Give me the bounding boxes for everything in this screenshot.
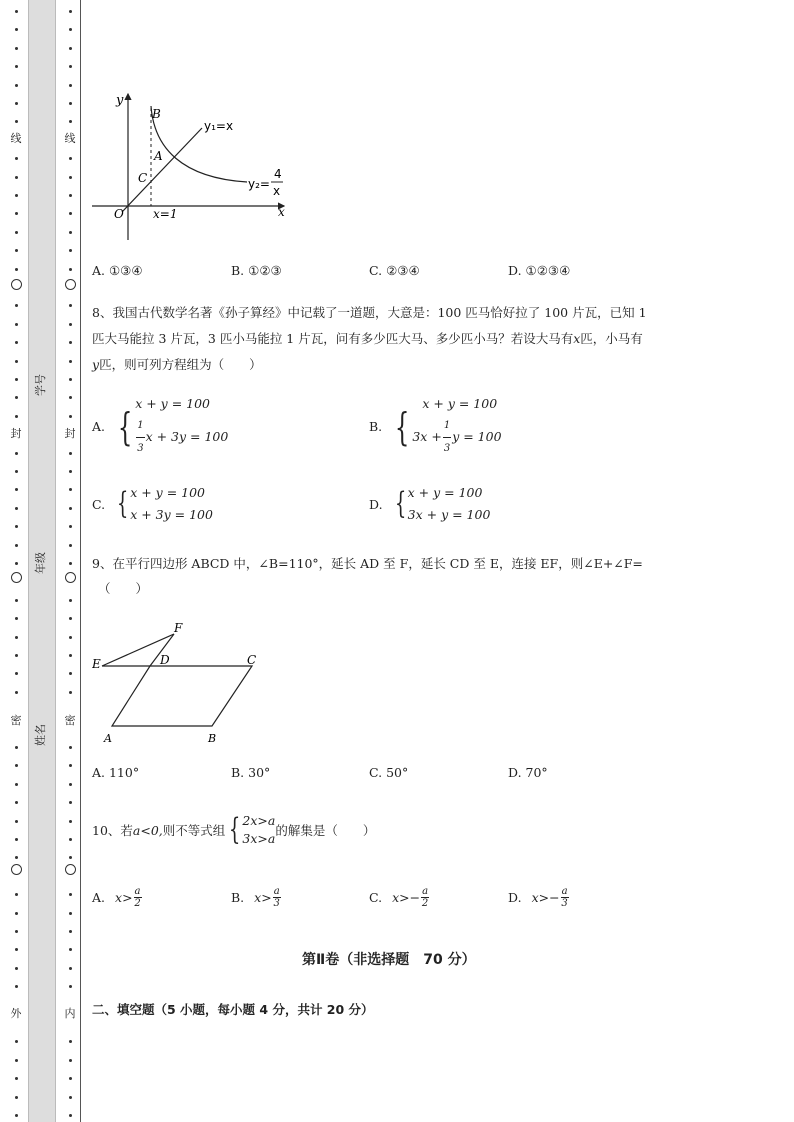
binding-dot [69,176,72,179]
q9-option-d[interactable]: D. 70° [508,765,548,780]
student-id-label: 学号 [34,374,47,396]
binding-dot [69,84,72,87]
binding-dot [15,967,18,970]
binding-dot [15,1077,18,1080]
q8-line2-text-b: 匹，小马有 [580,331,643,346]
binding-dot [69,985,72,988]
fraction-denominator: 3 [273,898,280,909]
q8-option-c[interactable] [92,482,213,526]
option-letter: C. [369,890,383,905]
binding-dot [15,1096,18,1099]
vline-label: x=1 [153,207,178,221]
binding-dot [69,1096,72,1099]
parallelogram-abcd [112,666,252,726]
q9-line1: 9、在平行四边形 ABCD 中，∠B=110°，延长 AD 至 F，延长 CD 至 E，连接 EF，则∠E+∠F= [92,556,643,571]
option-expression: x>− [392,890,421,905]
binding-dot [69,636,72,639]
binding-dot [15,636,18,639]
binding-dot [69,378,72,381]
q8-var-y: y [92,357,100,372]
q8-line3-text: 匹，则可列方程组为（ ） [99,357,262,372]
binding-dot [15,525,18,528]
q8-option-a-letter: A. [92,419,106,434]
q10-prefix: 10、若 [92,823,133,838]
binding-dot [69,525,72,528]
binding-dot [15,47,18,50]
binding-dot [15,912,18,915]
q7-option-b[interactable]: B. ①②③ [231,263,282,278]
q8-option-c-letter: C. [92,496,106,512]
label-c: C [247,653,257,667]
line-y1 [122,128,202,212]
inner-label-mi: 密 [64,714,76,727]
fraction [443,415,451,460]
q8-b-eq1: x + y = 100 [422,396,498,411]
fraction-numerator: a [273,886,280,897]
fraction-denominator: 3 [137,443,144,454]
q8-option-a[interactable] [92,393,228,460]
binding-dot [15,507,18,510]
binding-dot [69,268,72,271]
binding-dot [69,930,72,933]
origin-label: O [114,207,124,221]
inner-label-nei: 内 [64,1007,76,1020]
eq-rest: x + 3y = 100 [145,429,229,444]
binding-dot [69,820,72,823]
binding-dot [15,176,18,179]
q8-line3 [92,352,262,377]
option-letter: A. [92,890,106,905]
inner-binding-column [60,0,82,1122]
outer-binding-column [6,0,28,1122]
q8-line2-text-a: 匹大马能拉 3 片瓦，3 匹小马能拉 1 片瓦，问有多少匹大马、多少匹小马？若设大马有 [92,331,574,346]
margin-rule [80,0,81,1122]
binding-dot [15,562,18,565]
q10-suffix: 的解集是（ ） [275,823,376,838]
binding-dot [15,654,18,657]
binding-circle [65,572,76,583]
q10-mid: 则不等式组 [162,823,226,838]
fraction [561,886,569,909]
fraction-denominator: 3 [561,898,568,909]
binding-dot [69,1077,72,1080]
binding-dot [15,1114,18,1117]
option-letter: D. [508,890,522,905]
binding-dot [69,452,72,455]
q7-option-d[interactable]: D. ①②③④ [508,263,571,278]
fraction-denominator: 2 [421,898,429,909]
fraction-denominator: 3 [443,443,451,454]
binding-dot [15,268,18,271]
option-expression: x> [115,890,133,905]
binding-dot [69,10,72,13]
q9-option-a[interactable]: A. 110° [92,765,140,780]
binding-dot [15,801,18,804]
brace-icon: { [229,812,241,847]
q7-option-a[interactable]: A. ①③④ [92,263,143,278]
q10-condition: a<0, [132,822,163,838]
binding-dot [69,654,72,657]
binding-dot [69,249,72,252]
q10-option-c[interactable] [369,886,430,909]
label-f: F [174,621,183,635]
binding-dot [15,194,18,197]
y-axis-label: y [116,93,124,108]
q10-option-b[interactable] [231,886,282,909]
fraction-numerator: a [134,886,141,897]
q8-option-d-letter: D. [369,496,383,512]
brace-icon: { [116,486,129,521]
q8-c-eq1: x + y = 100 [130,485,205,500]
inner-label-xian: 线 [64,132,76,145]
fraction [134,886,142,909]
binding-dot [15,360,18,363]
q7-function-graph [92,88,302,248]
outer-label-mi: 密 [10,714,22,727]
q10-option-d[interactable] [508,886,570,909]
part-two-title: 第Ⅱ卷（非选择题 70 分） [302,952,476,968]
grade-label: 年级 [34,552,47,574]
outer-label-xian: 线 [10,132,22,145]
binding-dot [15,378,18,381]
q8-c-eq2: x + 3y = 100 [130,507,213,522]
q9-parallelogram-figure [92,618,272,748]
label-e: E [92,657,101,671]
q8-d-eq2: 3x + y = 100 [407,507,491,522]
binding-dot [69,617,72,620]
binding-dot [69,470,72,473]
curve-y2-denominator: x [273,184,281,198]
binding-dot [15,746,18,749]
curve-y2-numerator: 4 [274,167,282,181]
binding-dot [15,820,18,823]
binding-dot [69,1059,72,1062]
binding-dot [15,323,18,326]
q8-b-eq2 [412,415,501,460]
binding-dot [69,507,72,510]
binding-dot [69,194,72,197]
binding-dot [15,544,18,547]
binding-dot [15,341,18,344]
binding-dot [69,544,72,547]
binding-dot [15,10,18,13]
q10-stem [92,812,375,848]
label-d: D [160,653,170,667]
q9-option-b[interactable]: B. 30° [231,765,271,780]
binding-dot [69,893,72,896]
q8-line1: 8、我国古代数学名著《孙子算经》中记载了一道题，大意是：100 匹马恰好拉了 100 片瓦，已知 1 [92,305,647,320]
curve-y2-label: y₂= [248,177,270,191]
binding-dot [69,967,72,970]
binding-dot [15,452,18,455]
brace-icon: { [117,404,133,449]
binding-dot [69,1114,72,1117]
binding-dot [15,985,18,988]
eq-pre: 3x + [412,429,442,444]
brace-icon: { [395,404,410,449]
fraction-numerator: 1 [136,415,144,438]
fraction-numerator: a [422,886,429,897]
option-expression: x> [254,890,272,905]
q8-var-x: x [573,331,581,346]
fraction-denominator: 2 [134,898,141,909]
binding-dot [15,893,18,896]
q10-eq1: 2x>a [242,813,276,828]
line-y1-label: y₁=x [204,119,234,133]
q9-line2: （ ） [98,581,149,596]
binding-circle [65,279,76,290]
binding-dot [69,415,72,418]
binding-dot [69,47,72,50]
binding-circle [11,279,22,290]
outer-label-wai: 外 [10,1007,22,1020]
x-axis-label: x [278,205,285,219]
point-a-label: A [154,149,163,163]
binding-dot [15,691,18,694]
binding-dot [69,65,72,68]
name-label: 姓名 [34,724,47,746]
binding-dot [15,102,18,105]
binding-dot [69,360,72,363]
binding-circle [11,572,22,583]
binding-dot [69,231,72,234]
option-expression: x>− [531,890,560,905]
binding-dot [69,323,72,326]
binding-dot [69,691,72,694]
binding-dot [69,599,72,602]
fraction [136,415,144,460]
binding-circle [65,864,76,875]
binding-dot [15,599,18,602]
q8-d-eq1: x + y = 100 [407,485,483,500]
fraction-numerator: a [561,886,568,897]
option-letter: B. [231,890,245,905]
binding-circle [11,864,22,875]
q8-line2 [92,326,643,351]
binding-dot [15,249,18,252]
q8-a-eq1: x + y = 100 [135,396,211,411]
q7-option-c[interactable]: C. ②③④ [369,263,420,278]
binding-dot [15,470,18,473]
fraction [421,886,429,909]
binding-dot [69,746,72,749]
label-a: A [104,732,112,745]
q10-eq2: 3x>a [242,831,276,846]
binding-dot [15,930,18,933]
binding-dot [15,65,18,68]
q8-a-eq2 [135,415,228,460]
brace-icon: { [394,486,406,521]
binding-dot [15,1059,18,1062]
binding-dot [15,157,18,160]
fraction [273,886,281,909]
label-b: B [208,732,217,745]
q8-option-b[interactable] [369,393,502,460]
binding-dot [69,801,72,804]
binding-dot [69,783,72,786]
q8-option-b-letter: B. [369,419,383,434]
binding-dot [69,341,72,344]
binding-dot [69,157,72,160]
q8-option-d[interactable] [369,482,490,526]
point-c-label: C [138,171,148,185]
q10-option-a[interactable] [92,886,143,909]
binding-dot [15,838,18,841]
binding-dot [69,102,72,105]
curve-y2 [151,106,247,182]
binding-dot [15,84,18,87]
fill-in-section-title: 二、填空题（5 小题，每小题 4 分，共计 20 分） [92,1002,374,1017]
point-b-label: B [152,107,161,121]
fraction-numerator: 1 [443,415,451,438]
inner-label-feng: 封 [64,427,76,440]
binding-dot [69,912,72,915]
binding-dot [69,838,72,841]
binding-dot [15,231,18,234]
binding-dot [15,415,18,418]
eq-rest: y = 100 [452,429,502,444]
outer-label-feng: 封 [10,427,22,440]
binding-dot [15,783,18,786]
binding-dot [69,562,72,565]
q9-option-c[interactable]: C. 50° [369,765,409,780]
binding-dot [15,617,18,620]
